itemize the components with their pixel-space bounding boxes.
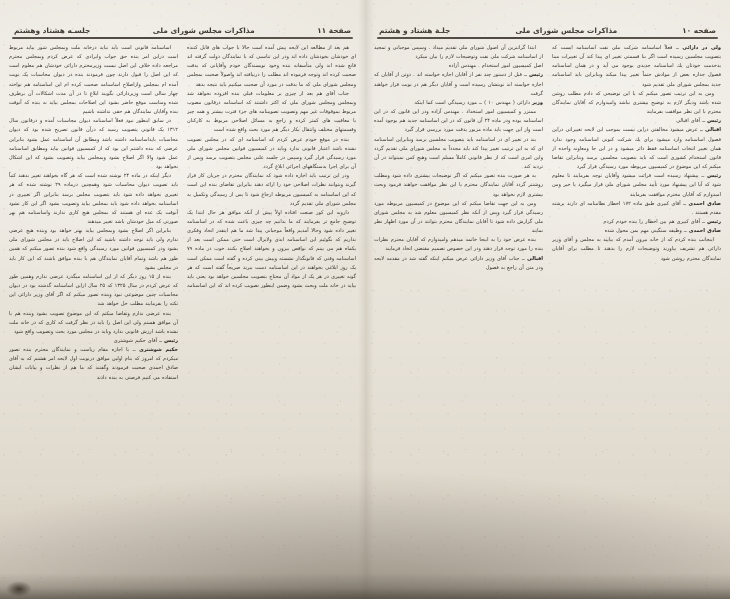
speaker-paragraph-vazir-darai: وزیر دارائی ( مهندس ۱۰ ) ــ مورد رسیدگی است کما اینکه [414,99,543,106]
right-page-number: صفحه ۱۰ [682,26,716,35]
speaker-paragraph-rais: رئیس ــ آقای حکیم شوشتری [113,338,178,344]
right-page [365,0,730,599]
speaker-paragraph-sadegh-ahmadi: صادق احمدی ــ آقای کبیری طبق ماده ۱۷۲ اخطار نظامنامه ای دارند برشته مقدم هستند . [552,200,721,216]
left-page-publication-title: مذاکرات مجلس شورای ملی [152,26,255,35]
paragraph: ومن به این جهت تقاضا میکنم که این موضوع در کمیسیون مربوطه مورد رسیدگی قرار گیرد وپس از آنکه نظر کمیسیون معلوم شد به مجلس شورای ملی گزارش داده شود تا آقایان نمایندگان محترم بتوانند در آن مورد اظهار نظر نمایند [374,200,543,235]
left-page-number: صفحة ۱۱ [317,26,351,35]
paragraph: هم بعد از مطالعه این لایحه پیش آمده است حالا با جواب های قابل کننده ای خودشان بخودشان داده اند ودر این تناسبی که با نمایندگان دولت گرفته اند قانع شده اند ولی متأسفانه بنده وخود نویسندگان خودم وآقایانی که بدقت صحبت کرده اند وتوجه فرموده اند مطلب را درنیافته اند واصولاً صحبت بمجلس ومجلس شورای ملی که ما بدقت در مورد آن صحبت میکنیم باید نتیجه بدهد [187,45,356,88]
left-page-session-label: جلسـه هشتاد وهشتم [14,26,91,35]
speaker-paragraph-eghbali-2: اقبالی ــ جناب آقای وزیر دارائی عرض میکنم اینکه گفته شد در مقدمه لایحه ودر متن آن راجع به فصول [374,255,543,271]
paragraph: ودر این ترتیب باید اجازه داده شود که نمایندگان محترم در جریان کار قرار گیرند وبتوانند نظرات اصلاحی خود را ارائه دهند بنابراین تقاضای بنده این است که این اساسنامه به کمیسیون مربوطه ارجاع شود تا پس از رسیدگی وتکمیل به مجلس شورای ملی تقدیم گردد [187,173,356,207]
left-page-head-rule [12,37,353,39]
right-page-publication-title: مذاکرات مجلس شورای ملی [515,26,618,35]
left-page-middle-column [187,44,356,583]
paragraph: دیگر اینکه در ماده ۲۴ نوشته شده است که هر گاه بخواهند تغییر بدهند کتباً باید تصویب دیوان محاسبات شود وهمچنین درماده ۲۹ نوشته شده که هر تغییری بخواهد داده شود باید بتصویب مجلس برسد بنابراین اگر تغییری در اساسنامه بخواهد داده شود باید بمجلس بیاید وتصویب بشود اگر این کار نشود آنوقت یک عده ای هستند که بمجلس هیچ کاری ندارند واساسنامه هم بهر صورتی که میل خودشان باشد تغییر میدهند [9,173,178,225]
right-page-head-rule [377,37,718,39]
paragraph: بند در تغییر ای در اساسنامه باید بتصویب مجلسین برسد وبنابراین اساسنامه ای که به این ترتیب تغییر پیدا کند باید مجدداً به مجلس شورای ملی تقدیم گردد واین امری است که از نظر قانونی کاملاً مسلم است وهیچ کس نمیتواند در آن تردید کند [374,136,543,171]
paragraph: اصل کمیسیون امور استخدام . مهندس آزاده [448,63,543,70]
paragraph: بنده در موقع خودم عرض کردم که اساسنامه ای که در مجلس تصویب نشده باشد اعتبار قانونی ندارد وباید در کمیسیون قوانین مجلس شورای ملی مورد رسیدگی قرار گیرد وسپس در جلسه علنی مجلس بتصویب برسد وپس از آن برای اجرا بدستگاههای اجرائی ابلاغ گردد [187,136,356,171]
speaker-paragraph-hakim-shoushtari: حکیم شوشتری ــ با اجازه مقام ریاست و نمایندگان محترم بنده تصور میکردم که امروز که بنام اولین موافق درنوبت اول لایحه امر هشتم که به آقای صادق احمدی صحبت فرمودند وگفتند که ما هم از نظرات و بیانات ایشان استفاده می کنیم فرصتی به بنده دادند [9,347,178,381]
paragraph: جناب آقای هم بعد از چیزی بر معلومات قبلی بنده افزوده نخواهد شد وبمجلس ومجلس شورای ملی که اکثر داشتند که اساسنامه درقانون مصوب مربوط بموقوفات غیر مهم وتصویب تصویبنامه های جزء فترت بیشتر و همه چیز با معافیت های کمتر کرده و راجع به مسائل اصلاحی مربوط به کارکنان وقسمتهای مختلف وانتقال بکار دیگر هم مورد بحث واقع شده است [187,90,356,134]
paragraph: در سابق اینطور نبود فعلاً اساسنامه دیوان محاسبات آمده و درقانون سال ۱۳۱۲ یک قانونی بتصویب رسید که درآن قانون تصریح شده بود که دیوان محاسبات بایداساسنامه داشته باشد ومطابق آن اساسنامه عمل بشود بنابراین عرضی که بنده داشتم این بود که از کمیسیون قوانین بیاید ومطابق اساسنامه عمل شود والا اگر اصلاح بشود وبمجلس بیاید وتصویب بشود که این اشکال نخواهد بود [9,118,178,171]
right-page-columns [374,44,721,583]
paragraph: بنده از ۱۵ روز دیگر که از این اساسنامه میگذرد عرضی ندارم وهمین طور که عرض کردم در سال ۱۳۲۵ که ۲۵ سال ازاین اساسنامه گذشته بود در دیوان محاسبات چنین موضوعی نبود وبنده تصور میکنم که اگر آقای وزیر دارائی این نکته را بفرمایند مطلب حل خواهد شد [9,273,178,308]
speaker-paragraph-eghbali: اقبالی ــ عرض میشود مخالفتی دراین نیست بموجب این لایحه تغییراتی دراین فصول اساسنامه وارد میشود برای یك شرکت کنونی اساسنامه وجود ندارد همان تغییر انتخاب اساسنامه فقط دائر میشود و در این جا ومعاونه واحده از قانون استخدام کشوری است که باید بتصویب مجلسین برسد وبنابراین تقاضا میکنم که این موضوع در کمیسیون مربوطه مورد رسیدگی قرار گیرد [552,127,721,171]
speaker-paragraph-rais: رئیس ــ قبل از دستور چند نفر از آقایان اجازه خواسته اند . دوتن از آقایان که اجازه خواسته اند نوبتشان رسیده است و آقایان دیگر هم در نوبت قرار خواهند گرفت [374,72,543,97]
paragraph: اساسنامه قانونی است باید نباید درخانه ملت وبمجلس شور بیاید مربوط است دراین امر بنده حق جواب وایرادی که عرض کردم وبمجلس محترم مراجعه داده خلاف این اصل نیست وزیرمحترم دارائی خودشان هم معلوم است که این اصل را قبول دارند چون فرمودند بنده در دیوان محاسبات یک نوبت آمده ام بمجلس وازاصلاح اساسنامه صحبت کرده ام این اساسنامه هم نواخته چهار سالی است وزیردارائی بگویند ابلاغ تا در آن مدت اشکالات آن برطرف شده ومناسب موقع حاضر بشود این اصلاحات بمجلس بیاید نه بنده که آنوقت بنده وآقایان نمایندگان هم حقی نداشته باشیم [9,45,178,116]
paragraph: به هر صورت بنده تصور میکنم که اگر توضیحات بیشتری داده شود ومطلب روشنتر گردد آقایان نمایندگان محترم با این نظر موافقت خواهند فرمود وبحث بیشتری لازم نخواهد بود [374,173,543,198]
speaker-paragraph-sadegh-ahmadi-2: صادق احمدی ــ وظیفه سنگینی مهم بمن محول شده [604,228,721,235]
paragraph: اینجانب بنده کردم که از خانه بیرون آمدم که بیایید به مجلس و آقای وزیر دارائی هم تشریف بیاورند وتوضیحات لازم را بدهند تا مطلب برای آقایان نمایندگان محترم روشن شود [552,237,721,262]
right-page-running-head [379,20,716,35]
paragraph: بنده عرض خود را به اینجا خاتمه میدهم وامیدوارم که آقایان محترم نظرات بنده را مورد توجه قرار دهند ودر این خصوص تصمیم مقتضی اتخاذ فرمایند [374,237,543,253]
speaker-paragraph-vazir-darai: ولی در دارائی ــ فعلاً اساسنامه شرکت ملی نفت اساسنامه ایست که بتصویب مجلسین رسیده است اگر بنا قسمتی تغییر ای پیدا کند آن تغییرات مبنا بدخدمت خودتان یك اساسنامه جدیدی بوجود می آید و در همان اساسنامه فصول جداره بعض از موادش حتماً تغییر پیدا میکند وبنابراین باید اساسنامه جدید بمجلس شورای ملی تقدیم شود [552,45,721,88]
paragraph: بنابراین اگر اصلاح بشود وبمجلس بیاید بهتر خواهد بود وبنده هیچ عرضی ندارم ولی باید توجه داشته باشید که این اصلاح باید در مجلس شورای ملی بشود ودر کمیسیون قوانین مورد رسیدگی واقع شود بنده تصور میکنم که همین طور هم باشد وتمام آقایان نمایندگان هم با بنده موافق باشند که این کار باید در مجلس بشود [9,228,178,271]
left-page-running-head [14,20,351,35]
paragraph: ومن به این ترتیب تصور میکنم که با این توضیحی که دادم مطلب روشن شده باشد ودیگر لازم به توضیح بیشتری نباشد وامیدوارم که آقایان نمایندگان محترم با این نظر موافقت بفرمایند [552,90,721,116]
paragraph: ممتزر و کمیسیون امور استخداد . مهندس آزاده ودر این قانون که در این اساسنامه بوده ودر ماده ۲۴ آن قانون که در این اساسنامه جدید هم بوجود آمده است واز این جهت باید ماده مزبور بدقت مورد بررسی قرار گیرد [374,109,543,134]
paragraph: ابتدا گرانترین آن اصول شورای ملی تقدیم میداد . وسپس موجبانی و تمجید از اساسنامه شرکت ملی نفت وتوضیحات لازم را بیان میکرد [374,45,543,61]
right-page-session-label: جلـة هشتاد و هشتم [379,26,451,35]
paragraph: بنده عرضی ندارم وتقاضا میکنم که این موضوع تصویب بشود وبنده هم با آن موافق هستم ولی این اصل را باید در نظر گرفت که کاری که در خانه ملت نشده باشد ارزش قانونی ندارد وباید در مجلس مورد بحث وتصویب واقع شود [9,310,178,335]
speaker-paragraph-rais: رئیس ــ آقای اقبالی [676,118,721,125]
right-page-left-column [552,44,721,583]
left-page-columns [9,44,356,583]
right-page-right-column [374,44,543,583]
speaker-paragraph-rais-2: رئیس ــ پیشنهاد رسیده است قرائت میشود وآقایان توجه بفرمایند تا معلوم شود که آیا این پیشنهاد مورد تأیید مجلس شورای ملی قرار میگیرد یا خیر ومن امیدوارم که آقایان محترم موافقت بفرمایند [552,173,721,198]
paragraph: داروبه این کور صنعت افتاده اولاً پیش از آنکه موافق هر حال ابتدا یک توضیح جامع تر بفرمایند که ما بدانیم چه چیزی باعث شده که در اساسنامه تغییر داده شود وحالا آمدیم واقعاً موجبانی پیدا شد ما هم اینقدر اتحاد وفکری نداریم که بگوئیم این اساسنامه ابدی ولایزال است حتی ممکن است بعد از یکماه هم می بینم که نواقص بیرون و بخواهند اصلاح بکنند خوب در ماده ۷۹ اساسنامه وقتی که قانونگذار نشسته وپیش بینی کرده و گفته است ممکن است یک روز ابلاغی بخواهند در این اساسنامه دست ببرند صریحاً گفته است که هر گونه تغییری در هر یک از مواد آن محتاج بتصویب مجلسین خواهد بود یعنی باید بیاید در خانه ملت وبحث بشود وضمن اینطور تصویب کرده اند که این اساسنامه [187,209,356,290]
speaker-paragraph-rais-3: رئیس ــ آقای کبیری هم بین اخطار را بنده خودم کردم [603,218,721,225]
left-page-right-column [9,44,178,583]
